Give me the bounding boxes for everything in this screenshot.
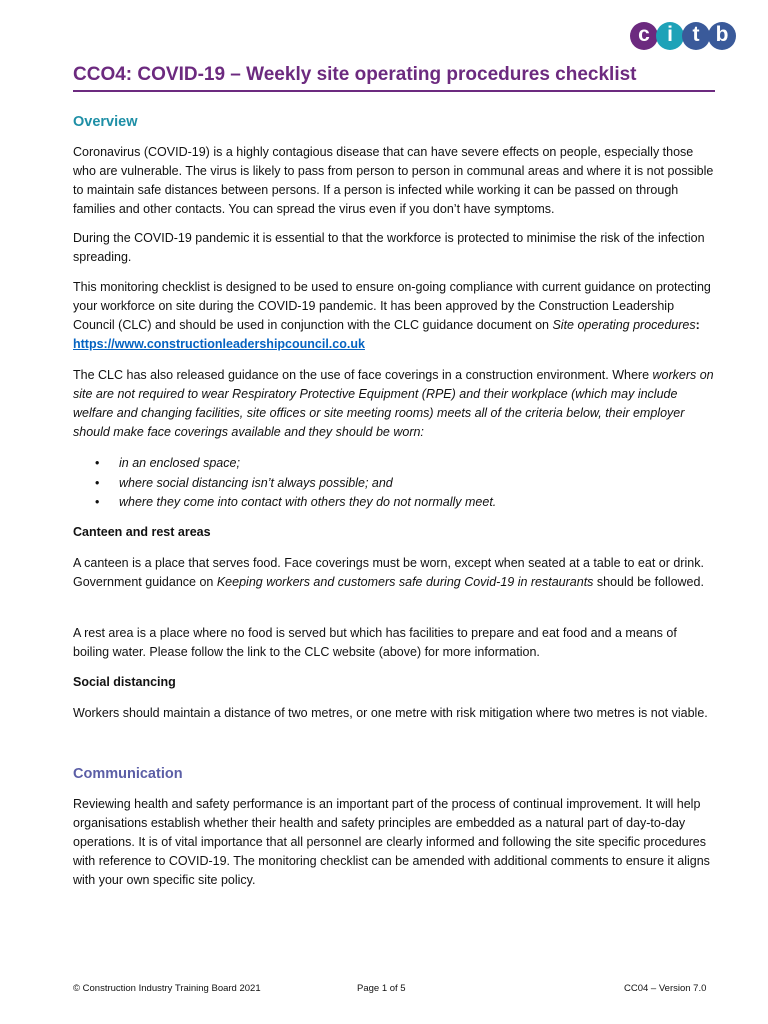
p3-colon: :	[695, 318, 700, 332]
p3-italic: Site operating procedures	[552, 318, 696, 332]
document-title: CCO4: COVID-19 – Weekly site operating procedures checklist	[73, 64, 715, 92]
p4-text: The CLC has also released guidance on the use of face coverings in a construction environment. Where	[73, 368, 653, 382]
p4-italic: workers on site are not required to wear Respiratory Protective Equipment (RPE) and their workplace (which may include welfare and changing facilities, site offices or site meeting rooms) meets all of the criteria below, their employer should make face coverings available and they should be worn:	[73, 368, 714, 439]
clc-website-link[interactable]: https://www.constructionleadershipcouncil.co.uk	[73, 337, 365, 351]
bullet-text: where social distancing isn’t always possible; and	[119, 475, 393, 490]
bullet-text: where they come into contact with others they do not normally meet.	[119, 495, 497, 509]
overview-heading: Overview	[73, 114, 138, 130]
p5-text-end: should be followed.	[593, 575, 704, 589]
bullet-icon: •	[95, 495, 100, 509]
bullet-text: in an enclosed space;	[119, 456, 240, 470]
p5-text: A canteen is a place that serves food. Face coverings must be worn, except when seated at a table to eat or drink. Government guidance on	[73, 556, 704, 589]
overview-paragraph-4	[73, 366, 715, 442]
social-distancing-paragraph: Workers should maintain a distance of two metres, or one metre with risk mitigation where two metres is not viable.	[73, 706, 708, 720]
canteen-heading: Canteen and rest areas	[73, 525, 211, 539]
footer-page-number: Page 1 of 5	[357, 983, 406, 994]
logo-letter-c: c	[630, 22, 658, 50]
logo-letter-t: t	[682, 22, 710, 50]
communication-paragraph: Reviewing health and safety performance is an important part of the process of continual improvement. It will help organisations establish whether their health and safety principles are embedded as a natural part of day-to-day operations. It is of vital importance that all personnel are clearly informed and following the site specific procedures with reference to COVID-19. The monitoring checklist can be amended with additional comments to ensure it aligns with your own specific site policy.	[73, 797, 710, 887]
overview-paragraph-3	[73, 278, 715, 354]
logo-letter-i: i	[656, 22, 684, 50]
logo-letter-b: b	[708, 22, 736, 50]
bullet-icon: •	[95, 475, 100, 490]
footer-copyright: © Construction Industry Training Board 2021	[73, 983, 261, 994]
canteen-paragraph	[73, 554, 715, 592]
footer-version: CC04 – Version 7.0	[624, 983, 707, 994]
list-item	[73, 474, 693, 494]
rest-area-paragraph: A rest area is a place where no food is served but which has facilities to prepare and eat food and a means of boiling water. Please follow the link to the CLC website (above) for more information.	[73, 626, 677, 659]
list-item	[73, 454, 693, 474]
face-covering-criteria-list	[73, 454, 693, 513]
p5-italic: Keeping workers and customers safe during Covid-19 in restaurants	[216, 575, 594, 589]
citb-logo	[630, 22, 734, 52]
overview-paragraph-1: Coronavirus (COVID-19) is a highly contagious disease that can have severe effects on people, especially those who are vulnerable. The virus is likely to pass from person to person in communal areas and where it is not possible to maintain safe distances between persons. If a person is infected while working it can be passed on through families and other contacts. You can spread the virus even if you don’t have symptoms.	[73, 145, 714, 216]
bullet-icon: •	[95, 456, 100, 470]
overview-paragraph-2: During the COVID-19 pandemic it is essential to that the workforce is protected to minimise the risk of the infection spreading.	[73, 231, 705, 264]
list-item	[73, 493, 693, 513]
p3-text: This monitoring checklist is designed to be used to ensure on-going compliance with current guidance on protecting your workforce on site during the COVID-19 pandemic. It has been approved by the Construction Leadership Council (CLC) and should be used in conjunction with the CLC guidance document on	[73, 280, 711, 332]
communication-heading: Communication	[73, 766, 183, 782]
social-distancing-heading: Social distancing	[73, 675, 176, 689]
